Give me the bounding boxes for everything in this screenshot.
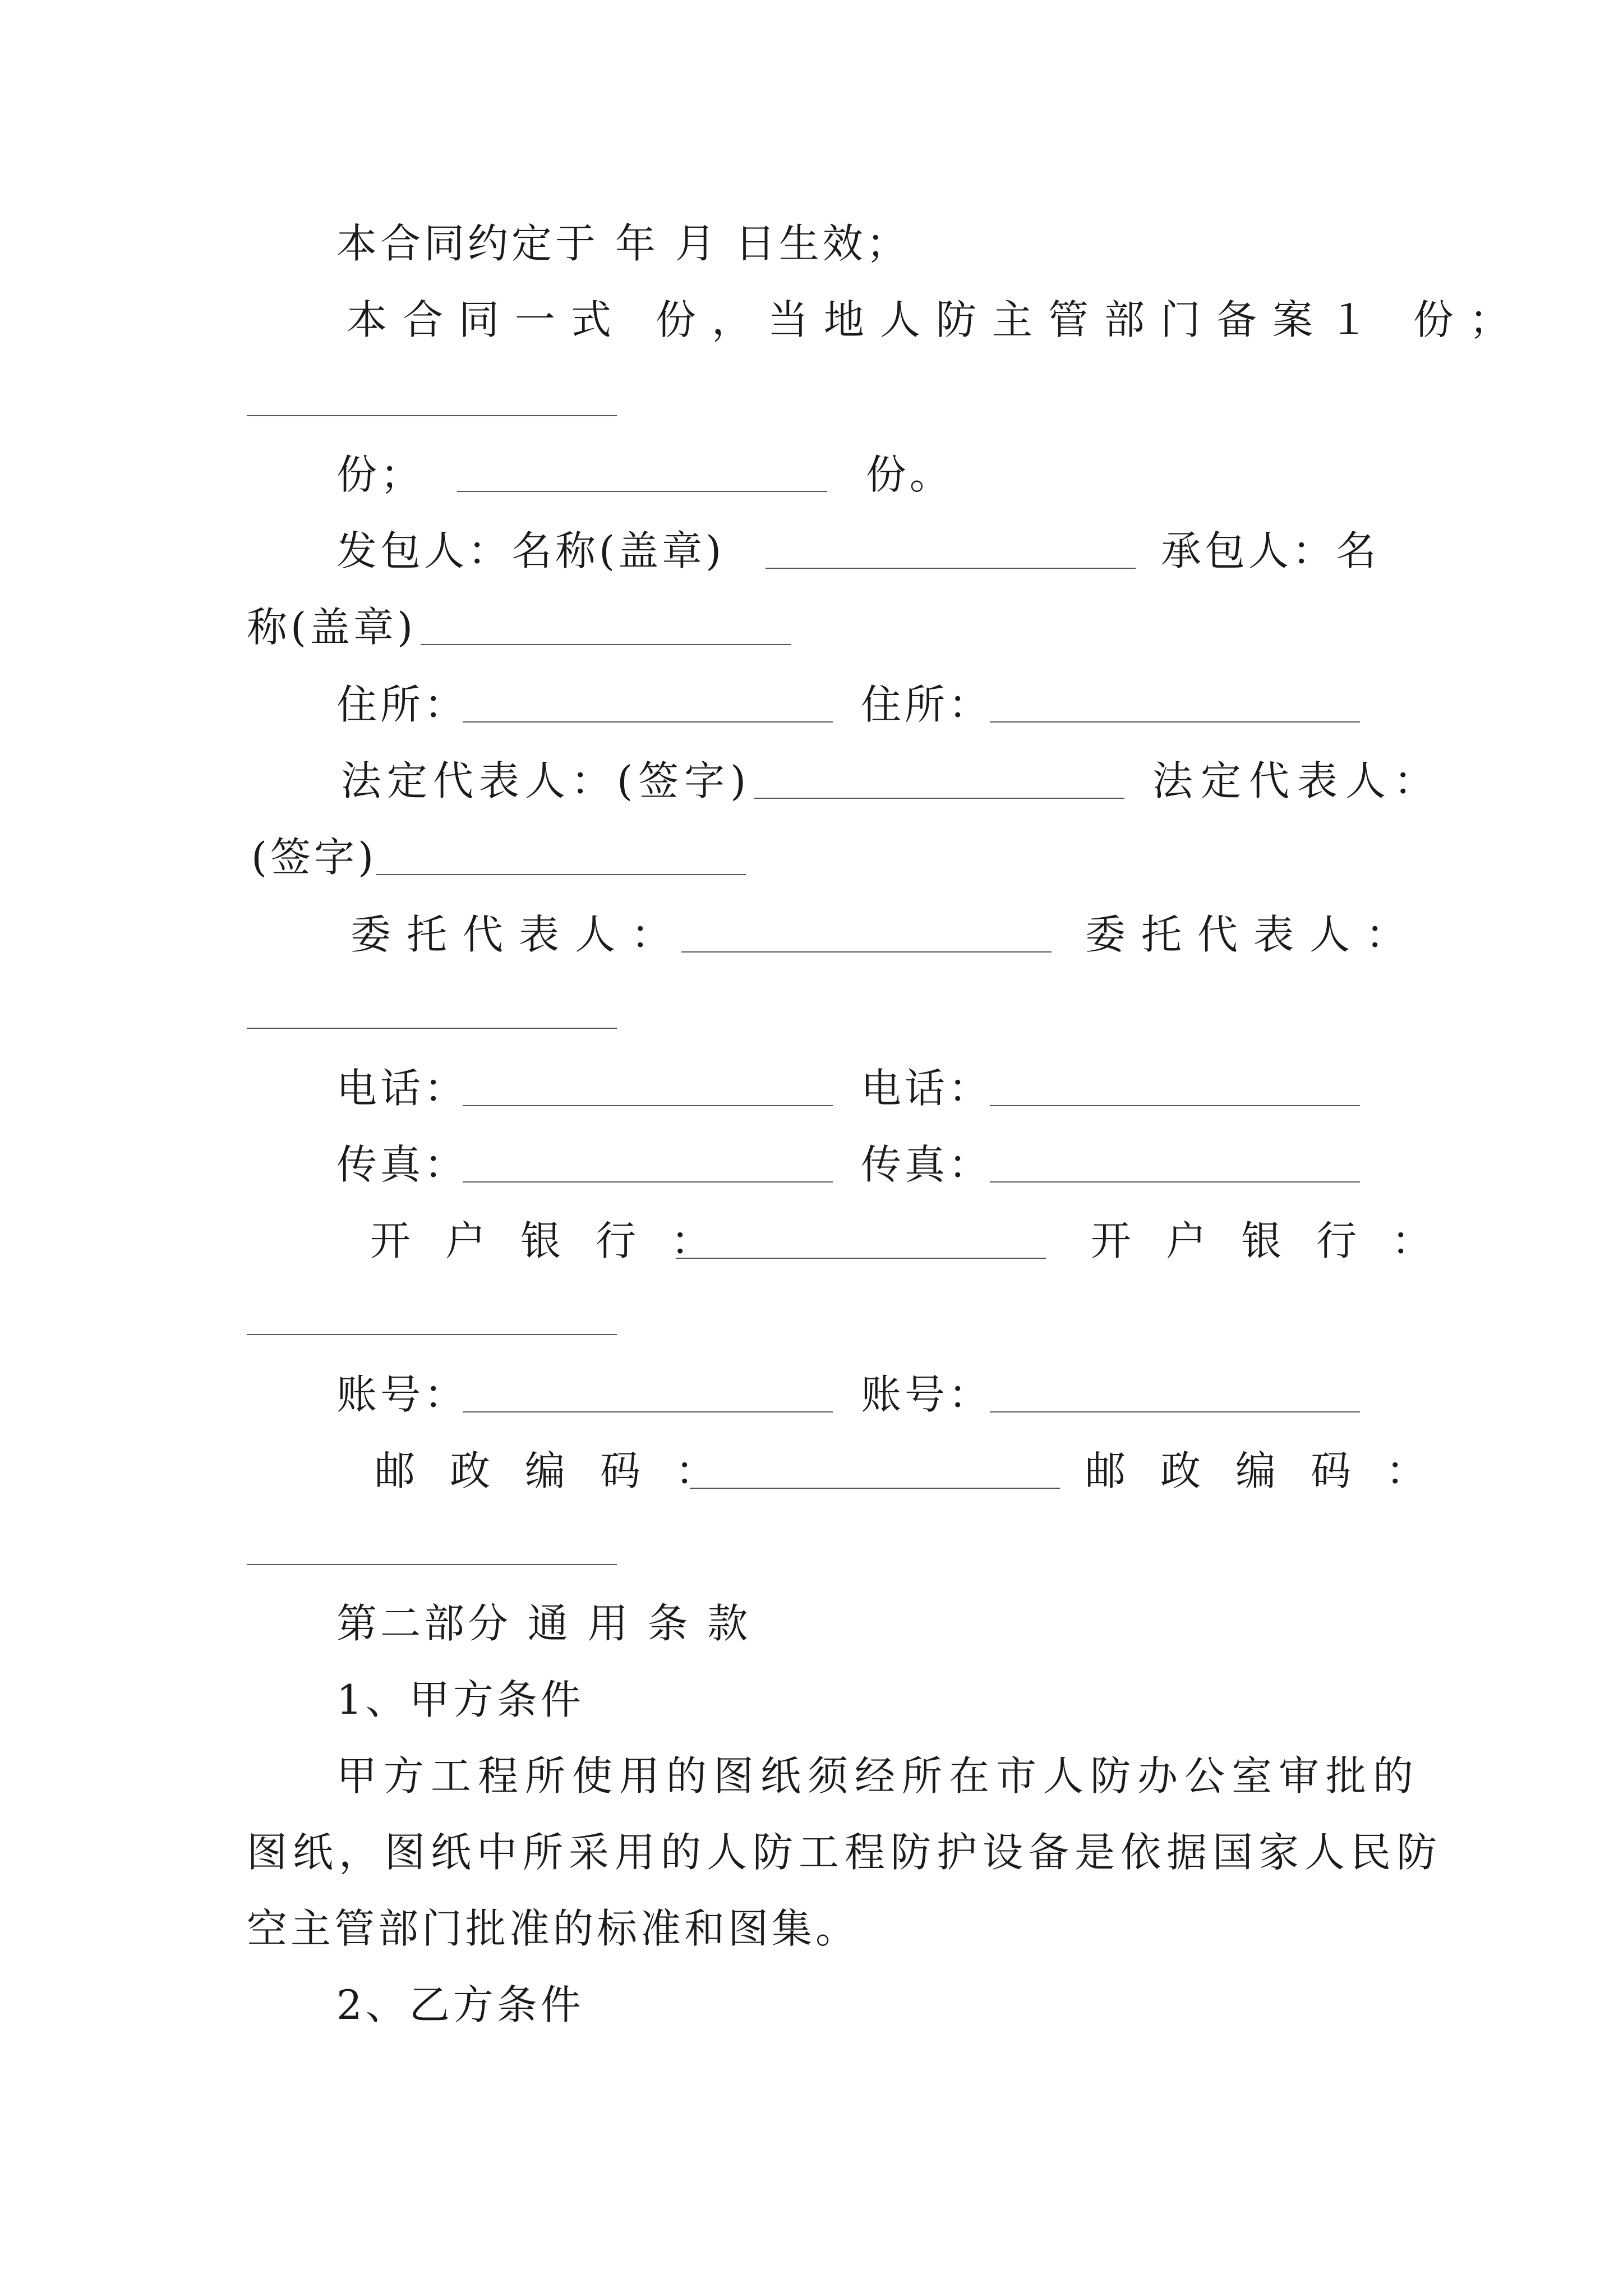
employer-legal-rep-blank[interactable]	[754, 798, 1124, 799]
employer-postcode-blank[interactable]	[690, 1488, 1060, 1489]
copies-c-text: 份。	[865, 451, 953, 498]
employer-agent-blank[interactable]	[681, 951, 1052, 953]
clause-1-text-line-2: 图纸，图纸中所采用的人防工程防护设备是依据国家人民防	[247, 1829, 1443, 1876]
section-heading: 第二部分 通 用 条 款	[336, 1600, 751, 1647]
contractor-address-label: 住所：	[861, 681, 993, 728]
contractor-fax-label: 传真：	[861, 1141, 993, 1188]
employer-address-blank[interactable]	[463, 721, 833, 723]
contractor-bank-label: 开户银行：	[1091, 1217, 1467, 1264]
contractor-postcode-blank[interactable]	[247, 1564, 617, 1565]
employer-agent-label: 委托代表人：	[351, 911, 688, 958]
employer-phone-blank[interactable]	[463, 1105, 833, 1106]
employer-fax-label: 传真：	[336, 1141, 468, 1188]
contractor-name-label: 承包人：名	[1161, 527, 1380, 574]
clause-1-text-line-3: 空主管部门批准的标准和图集。	[247, 1905, 860, 1952]
employer-account-label: 账号：	[336, 1371, 468, 1418]
employer-account-blank[interactable]	[463, 1411, 833, 1412]
contractor-agent-blank[interactable]	[247, 1028, 617, 1029]
contractor-address-blank[interactable]	[990, 721, 1360, 723]
copies-b-text: 份；	[336, 451, 425, 498]
copies-blank-1[interactable]	[247, 415, 617, 416]
copies-line: 本合同一式 份，当地人防主管部门备案１ 份；	[347, 296, 1525, 343]
employer-bank-label: 开户银行：	[370, 1217, 746, 1264]
contractor-fax-blank[interactable]	[990, 1181, 1360, 1182]
employer-postcode-label: 邮政编码：	[375, 1447, 751, 1494]
employer-phone-label: 电话：	[336, 1065, 468, 1112]
employer-address-label: 住所：	[336, 681, 468, 728]
employer-fax-blank[interactable]	[463, 1181, 833, 1182]
employer-name-blank[interactable]	[766, 568, 1136, 569]
employer-bank-blank[interactable]	[676, 1258, 1046, 1259]
copies-blank-2[interactable]	[457, 491, 827, 492]
contractor-account-label: 账号：	[861, 1371, 993, 1418]
employer-name-label: 发包人：名称(盖章)	[336, 527, 725, 574]
clause-1-text-line-1: 甲方工程所使用的图纸须经所在市人防办公室审批的	[336, 1752, 1421, 1800]
contractor-legal-rep-blank[interactable]	[376, 874, 746, 875]
contractor-bank-blank[interactable]	[247, 1334, 617, 1335]
copies-continued-line	[336, 451, 953, 498]
contractor-name-label-cont: 称(盖章)	[247, 604, 417, 651]
effective-date-line: 本合同约定于 年 月 日生效；	[336, 220, 910, 267]
contractor-sign-label: (签字)	[251, 834, 377, 881]
contractor-legal-rep-label: 法定代表人：	[1152, 757, 1442, 804]
contractor-agent-label: 委托代表人：	[1085, 911, 1422, 958]
contractor-postcode-label: 邮政编码：	[1085, 1447, 1461, 1494]
employer-legal-rep-label: 法定代表人：(签字)	[341, 757, 752, 804]
clause-1-title: 1、甲方条件	[336, 1676, 584, 1723]
contractor-name-blank[interactable]	[421, 644, 791, 645]
contractor-account-blank[interactable]	[990, 1411, 1360, 1412]
contractor-phone-blank[interactable]	[990, 1105, 1360, 1106]
contractor-phone-label: 电话：	[861, 1065, 993, 1112]
clause-2-title: 2、乙方条件	[336, 1981, 584, 2028]
